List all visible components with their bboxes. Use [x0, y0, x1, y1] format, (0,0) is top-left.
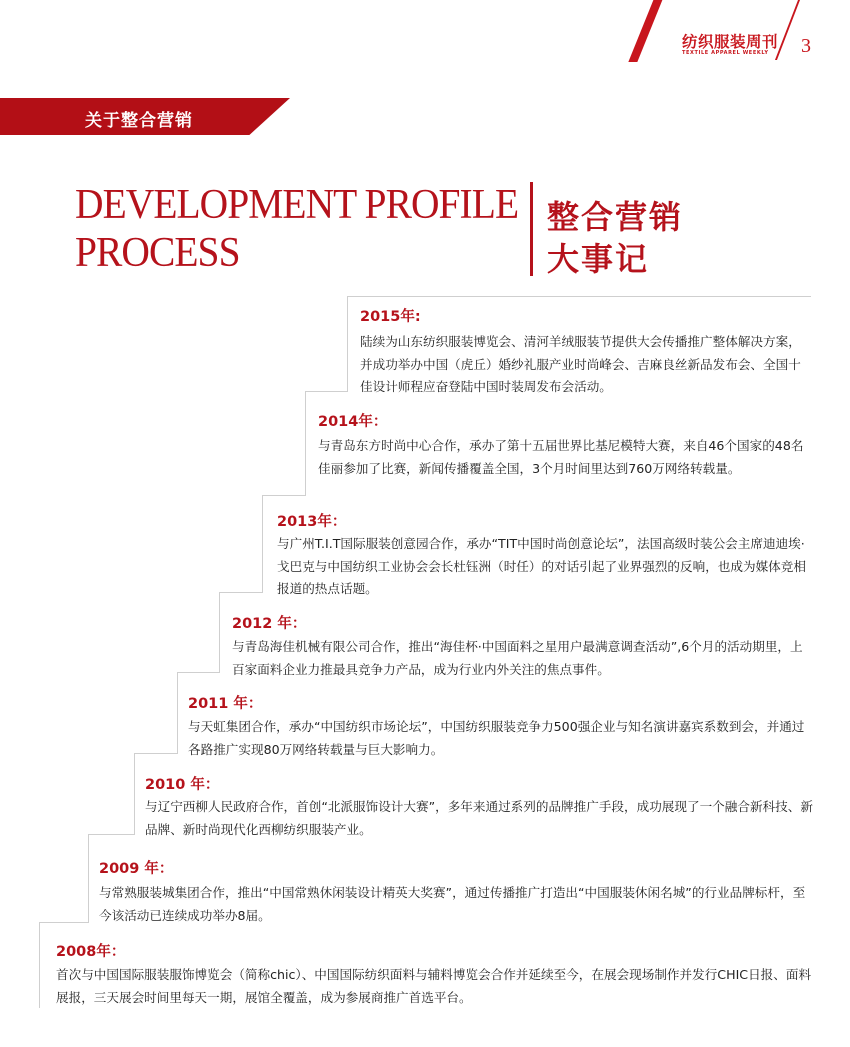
title-english-line1: DEVELOPMENT PROFILE — [75, 182, 519, 228]
timeline-year: 2014年： — [318, 414, 388, 430]
step-line — [219, 592, 263, 593]
title-english — [75, 181, 518, 277]
step-line — [39, 922, 89, 923]
timeline-year: 2012 年： — [232, 616, 307, 632]
step-line — [39, 922, 40, 1008]
step-line — [219, 592, 220, 673]
page-number: 3 — [801, 35, 811, 57]
magazine-subtitle: TEXTILE APPAREL WEEKLY — [682, 50, 769, 56]
timeline-year: 2015年: — [360, 309, 421, 325]
title-chinese-line2: 大事记 — [547, 240, 650, 278]
timeline-description: 与辽宁西柳人民政府合作，首创“北派服饰设计大赛”，多年来通过系列的品牌推广手段，成功展现了一个融合新科技、新品牌、新时尚现代化西柳纺织服装产业。 — [145, 799, 813, 837]
step-line — [88, 834, 135, 835]
timeline-description: 与天虹集团合作，承办“中国纺织市场论坛”，中国纺织服装竞争力500强企业与知名演讲嘉宾系数到会，并通过各路推广实现80万网络转载量与巨大影响力。 — [188, 719, 805, 757]
timeline-year: 2009 年： — [99, 861, 174, 877]
timeline-year: 2013年： — [277, 514, 347, 530]
title-english-line2: PROCESS — [75, 230, 240, 276]
timeline-description: 与青岛东方时尚中心合作，承办了第十五届世界比基尼模特大赛，来自46个国家的48名佳丽参加了比赛，新闻传播覆盖全国，3个月时间里达到760万网络转载量。 — [318, 438, 804, 476]
timeline-description: 首次与中国国际服装服饰博览会（简称chic）、中国国际纺织面料与辅料博览会合作并延续至今，在展会现场制作并发行CHIC日报、面料展报，三天展会时间里每天一期，展馆全覆盖，成为参展商推广首选平台。 — [56, 967, 812, 1005]
step-line — [177, 672, 178, 754]
step-line — [305, 391, 348, 392]
title-chinese — [547, 196, 683, 280]
step-line — [305, 391, 306, 496]
masthead-slash-decoration — [628, 0, 664, 62]
page-number-divider — [775, 0, 800, 60]
step-line — [347, 296, 348, 392]
step-line — [262, 495, 306, 496]
title-chinese-line1: 整合营销 — [547, 198, 684, 236]
step-line — [262, 495, 263, 593]
timeline-year: 2011 年： — [188, 696, 263, 712]
timeline-description: 陆续为山东纺织服装博览会、清河羊绒服装节提供大会传播推广整体解决方案，并成功举办中国（虎丘）婚纱礼服产业时尚峰会、吉麻良丝新品发布会、全国十佳设计师程应奋登陆中国时装周发布会活动。 — [360, 334, 801, 394]
timeline-year: 2010 年： — [145, 777, 220, 793]
magazine-title: 纺织服装周刊 — [682, 33, 779, 51]
timeline-description: 与常熟服装城集团合作，推出“中国常熟休闲装设计精英大奖赛”，通过传播推广打造出“中国服装休闲名城”的行业品牌标杆，至今该活动已连续成功举办8届。 — [99, 885, 806, 923]
step-line — [88, 834, 89, 923]
step-line — [134, 753, 178, 754]
timeline-description: 与青岛海佳机械有限公司合作，推出“海佳杯·中国面料之星用户最满意调查活动”,6个月的活动期里，上百家面料企业力推最具竞争力产品，成为行业内外关注的焦点事件。 — [232, 639, 803, 677]
title-divider — [530, 182, 533, 276]
step-line — [134, 753, 135, 835]
step-line — [177, 672, 220, 673]
section-banner-label: 关于整合营销 — [85, 111, 193, 131]
step-line — [347, 296, 811, 297]
timeline-year: 2008年： — [56, 944, 126, 960]
timeline-description: 与广州T.I.T国际服装创意园合作，承办“TIT中国时尚创意论坛”，法国高级时装公会主席迪迪埃·戈巴克与中国纺织工业协会会长杜钰洲（时任）的对话引起了业界强烈的反响，也成为媒体竞相报道的热点话题。 — [277, 536, 806, 596]
